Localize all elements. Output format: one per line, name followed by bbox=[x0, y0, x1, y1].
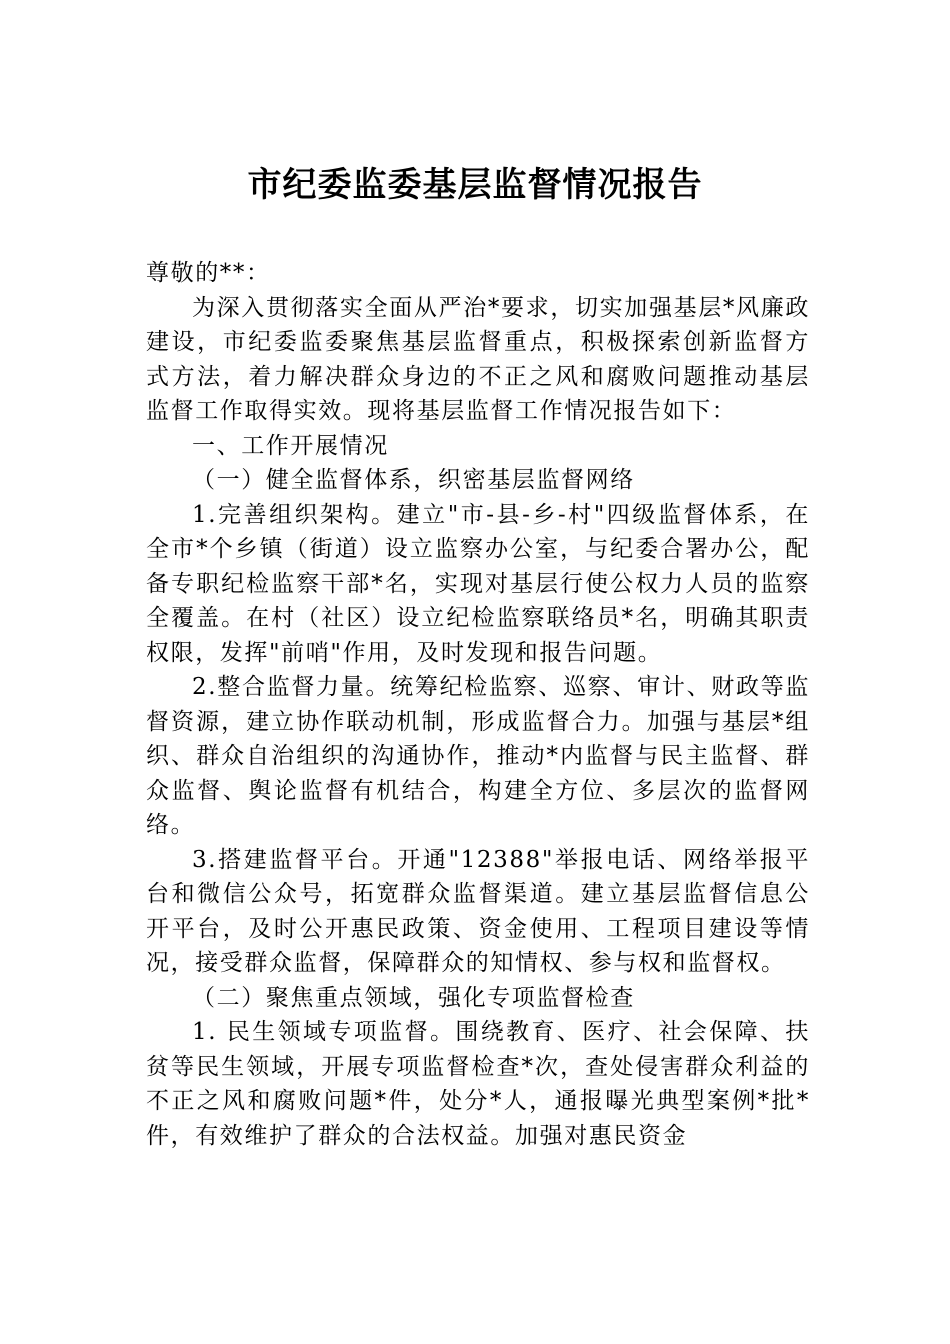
salutation: 尊敬的**： bbox=[146, 260, 271, 286]
document-title: 市纪委监委基层监督情况报告 bbox=[247, 165, 703, 205]
section-heading-1: 一、工作开展情况 bbox=[192, 432, 389, 459]
paragraph-1-1: 1.完善组织架构。建立"市-县-乡-村"四级监督体系，在全市*个乡镇（街道）设立监察办公室，与纪委合署办公，配备专职纪检监察干部*名，实现对基层行使公权力人员的监察全覆盖。在村（社区）设立纪检监察联络员*名，明确其职责权限，发挥"前哨"作用，及时发现和报告问题。 bbox=[146, 501, 810, 666]
paragraph-1-2: 2.整合监督力量。统筹纪检监察、巡察、审计、财政等监督资源，建立协作联动机制，形成监督合力。加强与基层*组织、群众自治组织的沟通协作，推动*内监督与民主监督、群众监督、舆论监督有机结合，构建全方位、多层次的监督网络。 bbox=[146, 674, 810, 838]
intro-paragraph: 为深入贯彻落实全面从严治*要求，切实加强基层*风廉政建设，市纪委监委聚焦基层监督重点，积极探索创新监督方式方法，着力解决群众身边的不正之风和腐败问题推动基层监督工作取得实效。现将基层监督工作情况报告如下： bbox=[146, 294, 810, 424]
paragraph-2-1: 1. 民生领域专项监督。围绕教育、医疗、社会保障、扶贫等民生领域，开展专项监督检查*次，查处侵害群众利益的不正之风和腐败问题*件，处分*人，通报曝光典型案例*批*件，有效维护了群众的合法权益。加强对惠民资金 bbox=[146, 1019, 810, 1149]
subsection-heading-1: （一）健全监督体系，织密基层监督网络 bbox=[192, 467, 635, 493]
document-body bbox=[146, 256, 810, 1153]
subsection-heading-2: （二）聚焦重点领域，强化专项监督检查 bbox=[192, 984, 635, 1011]
paragraph-1-3: 3.搭建监督平台。开通"12388"举报电话、网络举报平台和微信公众号，拓宽群众监督渠道。建立基层监督信息公开平台，及时公开惠民政策、资金使用、工程项目建设等情况，接受群众监督，保障群众的知情权、参与权和监督权。 bbox=[146, 846, 810, 976]
